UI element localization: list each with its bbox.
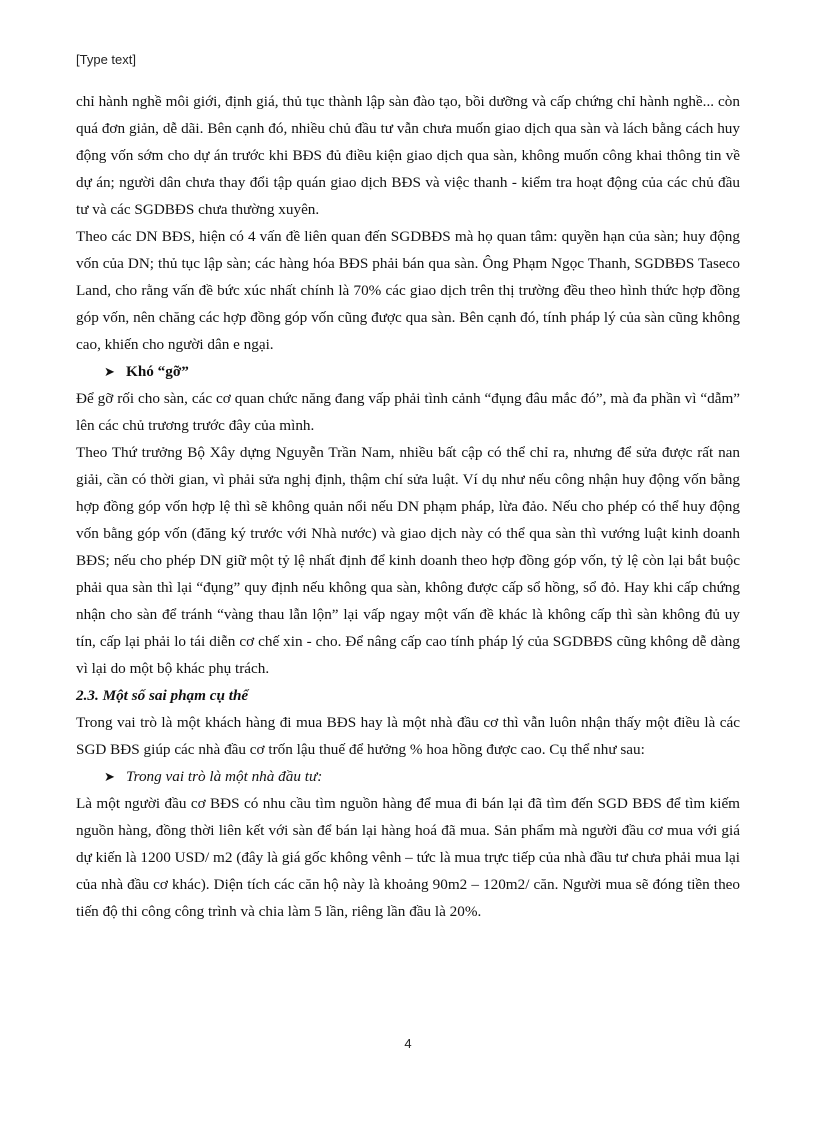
document-body bbox=[76, 88, 740, 925]
arrow-bullet-icon: ➤ bbox=[104, 364, 115, 379]
paragraph: chỉ hành nghề môi giới, định giá, thủ tục thành lập sàn đào tạo, bồi dưỡng và cấp chứng chỉ hành nghề... còn quá đơn giản, dễ dãi. Bên cạnh đó, nhiều chủ đầu tư vẫn chưa muốn giao dịch qua sàn và lách bằng cách huy động vốn sớm cho dự án trước khi BĐS đủ điều kiện giao dịch qua sàn, không muốn công khai thông tin về dự án; người dân chưa thay đổi tập quán giao dịch BĐS và việc thanh - kiểm tra hoạt động của các chủ đầu tư và các SGDBĐS chưa thường xuyên. bbox=[76, 93, 740, 218]
paragraph: Là một người đầu cơ BĐS có nhu cầu tìm nguồn hàng để mua đi bán lại đã tìm đến SGD BĐS để tìm kiếm nguồn hàng, đồng thời liên kết với sàn để bán lại hàng hoá đã mua. Sản phẩm mà người đầu cơ mua với giá dự kiến là 1200 USD/ m2 (đây là giá gốc không vênh – tức là mua trực tiếp của nhà đầu tư chưa phải mua lại của nhà đầu cơ khác). Diện tích các căn hộ này là khoảng 90m2 – 120m2/ căn. Người mua sẽ đóng tiền theo tiến độ thi công công trình và chia làm 5 lần, riêng lần đầu là 20%. bbox=[76, 795, 740, 920]
bullet-heading-text: Khó “gỡ” bbox=[126, 363, 189, 380]
bullet-heading bbox=[76, 358, 740, 385]
paragraph: Theo Thứ trưởng Bộ Xây dựng Nguyễn Trần Nam, nhiều bất cập có thể chỉ ra, nhưng để sửa được rất nan giải, cần có thời gian, vì phải sửa nghị định, thậm chí sửa luật. Ví dụ như nếu công nhận huy động vốn bằng hợp đồng góp vốn hợp lệ thì sẽ không quản nổi nếu DN phạm pháp, lừa đảo. Nếu cho phép có thể huy động vốn bằng góp vốn (đăng ký trước với Nhà nước) và giao dịch này có thể qua sàn thì vướng luật kinh doanh BĐS; nếu cho phép DN giữ một tỷ lệ nhất định để kinh doanh theo hợp đồng góp vốn, tỷ lệ còn lại bắt buộc phải qua sàn thì lại “đụng” quy định nếu không qua sàn, không được cấp sổ hồng, sổ đỏ. Hay khi cấp chứng nhận cho sàn để tránh “vàng thau lẫn lộn” lại vấp ngay một vấn đề khác là không cấp thì sàn không đủ uy tín, cấp lại phải lo tái diễn cơ chế xin - cho. Để nâng cấp cao tính pháp lý của SGDBĐS cũng không dễ dàng vì lại do một bộ khác phụ trách. bbox=[76, 444, 740, 677]
page-header: [Type text] bbox=[76, 52, 136, 67]
page-number: 4 bbox=[404, 1036, 412, 1051]
paragraph: Trong vai trò là một khách hàng đi mua BĐS hay là một nhà đầu cơ thì vẫn luôn nhận thấy một điều là các SGD BĐS giúp các nhà đầu cơ trốn lậu thuế để hưởng % hoa hồng được cao. Cụ thể như sau: bbox=[76, 714, 740, 758]
section-heading: 2.3. Một số sai phạm cụ thể bbox=[76, 687, 249, 704]
paragraph: Để gỡ rối cho sàn, các cơ quan chức năng đang vấp phải tình cảnh “đụng đâu mắc đó”, mà đa phần vì “dẫm” lên các chủ trương trước đây của mình. bbox=[76, 390, 740, 434]
arrow-bullet-icon: ➤ bbox=[104, 769, 115, 784]
bullet-heading bbox=[76, 763, 740, 790]
bullet-heading-text: Trong vai trò là một nhà đầu tư: bbox=[126, 768, 323, 785]
paragraph: Theo các DN BĐS, hiện có 4 vấn đề liên quan đến SGDBĐS mà họ quan tâm: quyền hạn của sàn; huy động vốn của DN; thủ tục lập sàn; các hàng hóa BĐS phải bán qua sàn. Ông Phạm Ngọc Thanh, SGDBĐS Taseco Land, cho rằng vấn đề bức xúc nhất chính là 70% các giao dịch trên thị trường đều theo hình thức hợp đồng góp vốn, nên chăng các hợp đồng góp vốn cũng được qua sàn. Bên cạnh đó, tính pháp lý của sàn cũng không cao, khiến cho người dân e ngại. bbox=[76, 228, 740, 353]
